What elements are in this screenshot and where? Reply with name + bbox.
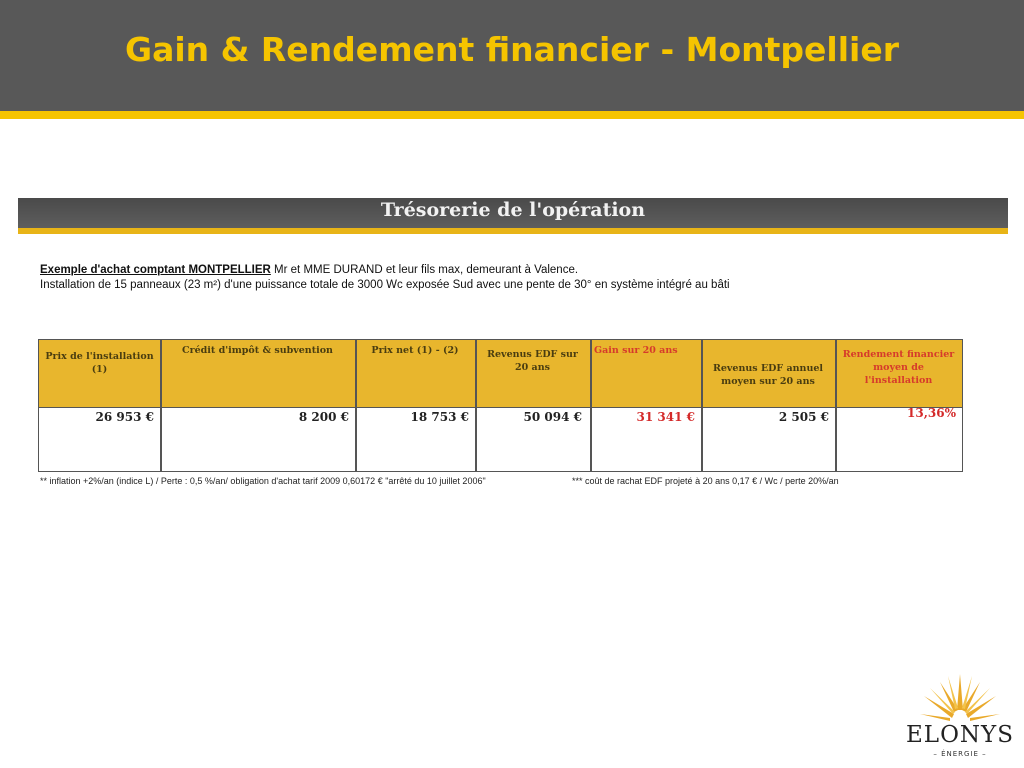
logo-tagline: – ÉNERGIE – <box>933 750 987 758</box>
intro-label: Exemple d'achat comptant MONTPELLIER <box>40 264 271 276</box>
header-gain: Gain sur 20 ans <box>594 345 678 356</box>
value-tax-credit: 8 200 € <box>298 410 349 424</box>
header-financial-yield: Rendement financier moyen de l'installation <box>842 349 955 386</box>
value-gain: 31 341 € <box>636 410 695 424</box>
footnote-inflation: ** inflation +2%/an (indice L) / Perte : 0,5 %/an/ obligation d'achat tarif 2009 0,60172 € "arrêté du 10 juillet 2006" <box>40 476 486 486</box>
document-title: Trésorerie de l'opération <box>380 199 646 221</box>
value-installation-price: 26 953 € <box>95 410 154 424</box>
document-intro <box>40 263 990 293</box>
header-annual-revenue: Revenus EDF annuel moyen sur 20 ans <box>712 363 824 387</box>
intro-line1: Mr et MME DURAND et leur fils max, demeurant à Valence. <box>270 264 579 276</box>
value-financial-yield: 13,36% <box>907 406 956 420</box>
intro-line2: Installation de 15 panneaux (23 m²) d'une puissance totale de 3000 Wc exposée Sud avec une pente de 30° en système intégré au bâti <box>40 279 730 291</box>
treasury-table <box>38 339 963 472</box>
header-net-price: Prix net (1) - (2) <box>371 345 459 356</box>
header-installation-price: Prix de l'installation (1) <box>45 351 154 375</box>
logo-name: ELONYS <box>906 722 1014 748</box>
slide-title: Gain & Rendement financier - Montpellier <box>124 30 900 69</box>
document-title-accent <box>18 228 1008 234</box>
elonys-logo <box>900 670 1020 765</box>
value-edf-revenue: 50 094 € <box>523 410 582 424</box>
footnote-edf-cost: *** coût de rachat EDF projeté à 20 ans 0,17 € / Wc / perte 20%/an <box>572 476 839 486</box>
header-accent-line <box>0 111 1024 119</box>
header-edf-revenue: Revenus EDF sur 20 ans <box>487 349 578 373</box>
value-net-price: 18 753 € <box>410 410 469 424</box>
header-tax-credit: Crédit d'impôt & subvention <box>182 345 333 356</box>
sunburst-icon <box>900 670 1020 725</box>
value-annual-revenue: 2 505 € <box>778 410 829 424</box>
